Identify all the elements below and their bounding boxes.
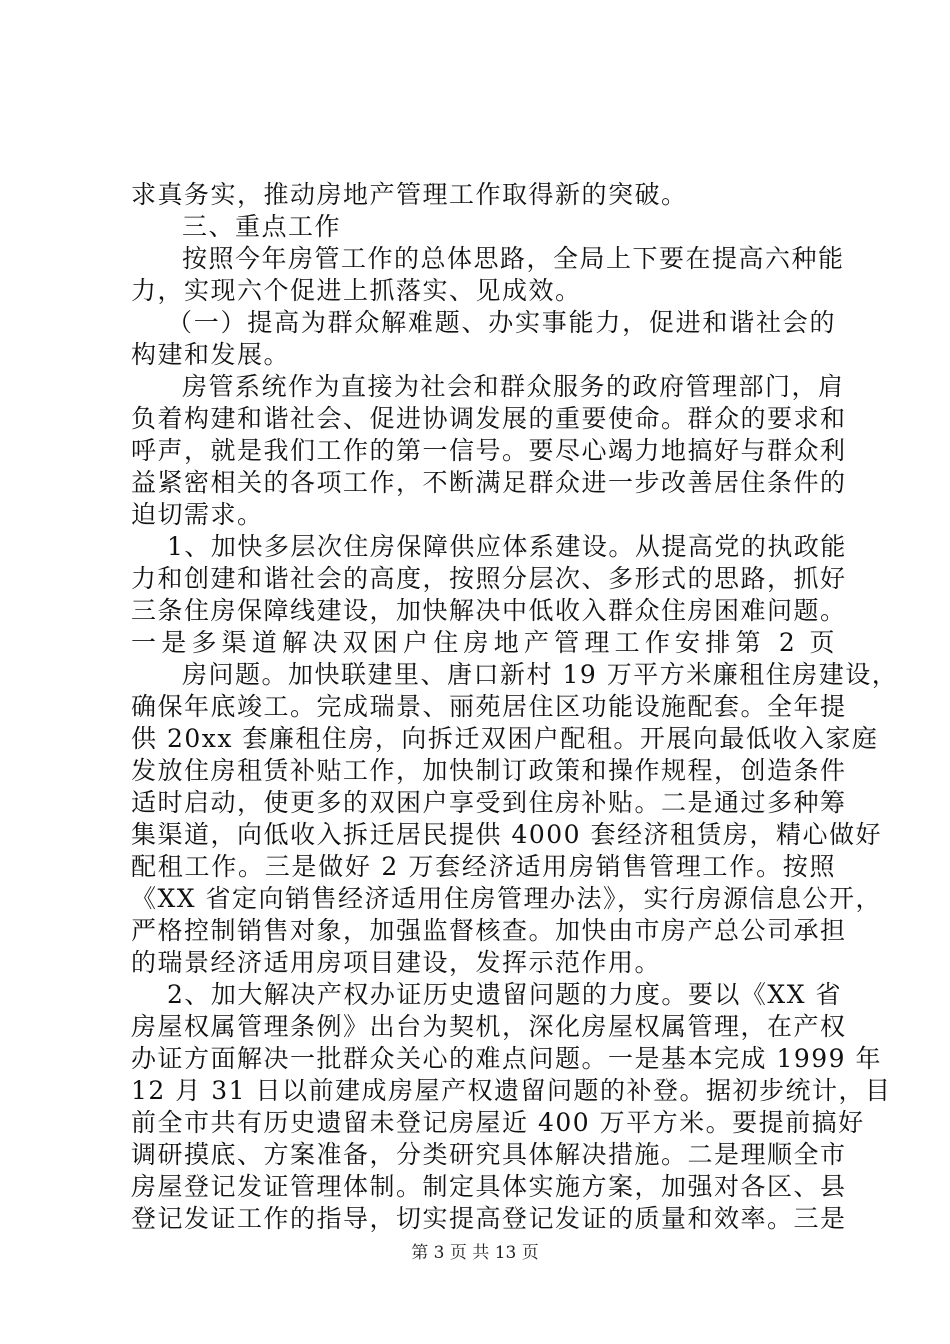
text-line: 三条住房保障线建设，加快解决中低收入群众住房困难问题。 xyxy=(131,596,847,625)
text-line: 房管系统作为直接为社会和群众服务的政府管理部门，肩 xyxy=(182,372,845,401)
text-line: 构建和发展。 xyxy=(131,340,291,369)
text-line: 2、加大解决产权办证历史遗留问题的力度。要以《XX 省 xyxy=(167,980,842,1009)
text-line: 调研摸底、方案准备，分类研究具体解决措施。二是理顺全市 xyxy=(131,1140,847,1169)
text-line: 严格控制销售对象，加强监督核查。加快由市房产总公司承担 xyxy=(131,916,847,945)
text-line: 房屋登记发证管理体制。制定具体实施方案，加强对各区、县 xyxy=(131,1172,847,1201)
text-line: 的瑞景经济适用房项目建设，发挥示范作用。 xyxy=(131,948,662,977)
text-line: 12 月 31 日以前建成房屋产权遗留问题的补登。据初步统计，目 xyxy=(131,1076,892,1105)
text-line: 益紧密相关的各项工作，不断满足群众进一步改善居住条件的 xyxy=(131,468,847,497)
text-line: 迫切需求。 xyxy=(131,500,264,529)
subsection-heading: （一）提高为群众解难题、办实事能力，促进和谐社会的 xyxy=(167,308,836,337)
text-line: 《XX 省定向销售经济适用住房管理办法》，实行房源信息公开， xyxy=(131,884,883,913)
text-line: 供 20xx 套廉租住房，向拆迁双困户配租。开展向最低收入家庭 xyxy=(131,724,879,753)
text-line: 力，实现六个促进上抓落实、见成效。 xyxy=(131,276,582,305)
text-line: 负着构建和谐社会、促进协调发展的重要使命。群众的要求和 xyxy=(131,404,847,433)
text-line: 前全市共有历史遗留未登记房屋近 400 万平方米。要提前搞好 xyxy=(131,1108,865,1137)
text-line: 办证方面解决一批群众关心的难点问题。一是基本完成 1999 年 xyxy=(131,1044,883,1073)
text-line: 配租工作。三是做好 2 万套经济适用房销售管理工作。按照 xyxy=(131,852,836,881)
text-line: 集渠道，向低收入拆迁居民提供 4000 套经济租赁房，精心做好 xyxy=(131,820,883,849)
text-line: 房屋权属管理条例》出台为契机，深化房屋权属管理，在产权 xyxy=(131,1012,847,1041)
page-number-footer: 第 3 页 共 13 页 xyxy=(411,1243,539,1263)
text-line: 确保年底竣工。完成瑞景、丽苑居住区功能设施配套。全年提 xyxy=(131,692,847,721)
text-line: 力和创建和谐社会的高度，按照分层次、多形式的思路，抓好 xyxy=(131,564,847,593)
text-line: 房问题。加快联建里、唐口新村 19 万平方米廉租住房建设， xyxy=(182,660,899,689)
text-line: 一是多渠道解决双困户住房地产管理工作安排第 2 页 xyxy=(131,628,836,657)
text-line: 发放住房租赁补贴工作，加快制订政策和操作规程，创造条件 xyxy=(131,756,847,785)
text-line: 按照今年房管工作的总体思路，全局上下要在提高六种能 xyxy=(182,244,845,273)
text-line: 呼声，就是我们工作的第一信号。要尽心竭力地搞好与群众利 xyxy=(131,436,847,465)
text-line: 1、加快多层次住房保障供应体系建设。从提高党的执政能 xyxy=(167,532,847,561)
section-heading: 三、重点工作 xyxy=(182,212,342,241)
text-line: 登记发证工作的指导，切实提高登记发证的质量和效率。三是 xyxy=(131,1204,847,1233)
text-line: 求真务实，推动房地产管理工作取得新的突破。 xyxy=(131,180,688,209)
text-line: 适时启动，使更多的双困户享受到住房补贴。二是通过多种筹 xyxy=(131,788,847,817)
